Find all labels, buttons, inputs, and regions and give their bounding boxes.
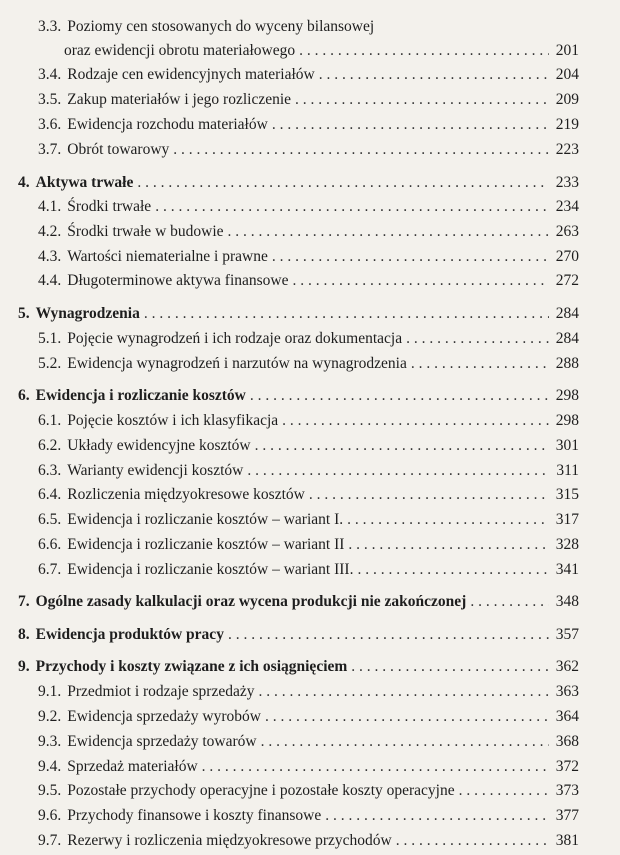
toc-entry-title (38, 560, 353, 580)
dot-leader (272, 115, 549, 135)
toc-page-number: 298 (555, 412, 579, 429)
dot-leader (173, 140, 549, 160)
dot-leader (295, 90, 549, 110)
toc-entry-number: 6.5. (38, 511, 62, 528)
toc-entry-number: 6.2. (38, 437, 62, 454)
dot-leader (255, 436, 549, 456)
toc-entry-text: Układy ewidencyjne kosztów (67, 437, 251, 454)
toc-entry-number: 9.7. (38, 832, 62, 849)
toc-entry-text: Rozliczenia międzyokresowe kosztów (67, 486, 305, 503)
toc-entry-text: Ewidencja produktów pracy (35, 626, 224, 643)
toc-section-entry (38, 781, 579, 801)
toc-entry-text: Zakup materiałów i jego rozliczenie (67, 91, 292, 108)
toc-entry-text: Wartości niematerialne i prawne (67, 248, 268, 265)
toc-entry-title (18, 304, 140, 324)
toc-entry-text: Ogólne zasady kalkulacji oraz wycena produkcji nie zakończonej (35, 593, 467, 610)
dot-leader (155, 197, 549, 217)
toc-entry-text: Ewidencja i rozliczanie kosztów – wariant II (67, 536, 345, 553)
dot-leader (348, 535, 549, 555)
dot-leader (137, 173, 549, 193)
toc-entry-title (38, 222, 224, 242)
toc-entry-title (18, 592, 466, 612)
toc-entry-text: Rodzaje cen ewidencyjnych materiałów (67, 66, 315, 83)
toc-entry-number: 6.1. (38, 412, 62, 429)
toc-chapter-entry (18, 657, 579, 677)
toc-entry-number: 4.2. (38, 223, 62, 240)
toc-section-entry (38, 197, 579, 217)
toc-entry-title (38, 115, 268, 135)
toc-entry-number: 4.1. (38, 198, 62, 215)
toc-entry-title (38, 247, 268, 267)
toc-entry-text: Rezerwy i rozliczenia międzyokresowe przychodów (67, 832, 392, 849)
dot-leader (299, 41, 549, 61)
dot-leader (319, 65, 549, 85)
toc-entry-title (38, 197, 151, 217)
toc-entry-number: 6. (18, 387, 30, 404)
toc-section-entry (38, 329, 579, 349)
toc-entry-text: Ewidencja sprzedaży wyrobów (67, 708, 261, 725)
toc-section-entry (38, 560, 579, 580)
dot-leader (250, 386, 549, 406)
toc-entry-number: 3.5. (38, 91, 62, 108)
toc-entry-title (38, 831, 392, 851)
toc-page-number: 381 (555, 832, 579, 849)
toc-page-number: 284 (555, 305, 579, 322)
dot-leader (265, 707, 549, 727)
toc-entry-title (38, 682, 254, 702)
toc-page-number: 357 (555, 626, 579, 643)
toc-section-entry (38, 436, 579, 456)
toc-page-number: 368 (555, 733, 579, 750)
toc-entry-title (38, 535, 344, 555)
dot-leader (144, 304, 549, 324)
dot-leader (406, 329, 549, 349)
toc-page-number: 363 (555, 683, 579, 700)
toc-section-entry (38, 140, 579, 160)
toc-section-entry (38, 485, 579, 505)
toc-entry-title (18, 657, 347, 677)
toc-page-number: 341 (555, 561, 579, 578)
toc-entry-text: Pojęcie wynagrodzeń i ich rodzaje oraz dokumentacja (67, 330, 403, 347)
toc-page-number: 373 (555, 782, 579, 799)
toc-entry-text: Poziomy cen stosowanych do wyceny bilansowej (67, 18, 375, 35)
dot-leader (247, 461, 549, 481)
toc-entry-text: Środki trwałe w budowie (67, 223, 224, 240)
toc-entry-text: Aktywa trwałe (35, 174, 134, 191)
toc-page-number: 348 (555, 593, 579, 610)
toc-entry-text: Ewidencja i rozliczanie kosztów (35, 387, 246, 404)
toc-page-number: 263 (555, 223, 579, 240)
toc-entry-text: Obrót towarowy (67, 141, 170, 158)
dot-leader (228, 625, 549, 645)
toc-entry-title (38, 354, 407, 374)
toc-entry-title (18, 625, 224, 645)
toc-chapter-entry (18, 173, 579, 193)
toc-entry-number: 5.2. (38, 355, 62, 372)
toc-entry-text: Środki trwałe (67, 198, 152, 215)
toc-entry-title (38, 65, 315, 85)
toc-section-entry (38, 354, 579, 374)
toc-section-entry (38, 535, 579, 555)
toc-chapter-entry (18, 625, 579, 645)
toc-entry-number: 6.7. (38, 561, 62, 578)
toc-entry-number: 4. (18, 174, 30, 191)
toc-entry-text: Wynagrodzenia (35, 305, 140, 322)
toc-entry-number: 9.3. (38, 733, 62, 750)
toc-entry-number: 5.1. (38, 330, 62, 347)
toc-entry-title (38, 707, 261, 727)
toc-page-number: 284 (555, 330, 579, 347)
toc-entry-title (38, 510, 343, 530)
toc-page-number: 209 (555, 91, 579, 108)
dot-leader (272, 247, 549, 267)
toc-entry-title (38, 140, 169, 160)
toc-entry-text: Pozostałe przychody operacyjne i pozostałe koszty operacyjne (67, 782, 455, 799)
dot-leader (347, 510, 549, 530)
toc-entry-number: 3.4. (38, 66, 62, 83)
dot-leader (459, 781, 549, 801)
toc-entry-text: Ewidencja rozchodu materiałów (67, 116, 268, 133)
toc-page-number: 372 (555, 758, 579, 775)
toc-entry-text: Przychody finansowe i koszty finansowe (67, 807, 322, 824)
toc-page-number: 364 (555, 708, 579, 725)
toc-entry-number: 9.2. (38, 708, 62, 725)
toc-page-number: 233 (555, 174, 579, 191)
toc-entry-text: Przychody i koszty związane z ich osiągnięciem (35, 658, 348, 675)
toc-entry-title (18, 173, 133, 193)
toc-entry-number: 9.5. (38, 782, 62, 799)
toc-page-number: 201 (555, 42, 579, 59)
toc-entry-number: 9.4. (38, 758, 62, 775)
toc-section-entry (38, 222, 579, 242)
toc-section-entry (38, 411, 579, 431)
toc-section-entry (38, 90, 579, 110)
dot-leader (293, 271, 550, 291)
toc-section-entry (38, 732, 579, 752)
toc-section-entry (38, 115, 579, 135)
toc-entry-text: Przedmiot i rodzaje sprzedaży (67, 683, 255, 700)
dot-leader (470, 592, 549, 612)
toc-entry-number: 9.1. (38, 683, 62, 700)
dot-leader (309, 485, 549, 505)
dot-leader (325, 806, 549, 826)
toc-entry-title (38, 485, 305, 505)
toc-page-number: 270 (555, 248, 579, 265)
toc-page-number: 317 (555, 511, 579, 528)
toc-page-number: 315 (555, 486, 579, 503)
toc-entry-number: 9. (18, 658, 30, 675)
toc-page-number: 234 (555, 198, 579, 215)
dot-leader (228, 222, 549, 242)
toc-entry-number: 4.4. (38, 272, 62, 289)
toc-page-number: 311 (556, 462, 579, 479)
toc-entry-number: 3.7. (38, 141, 62, 158)
toc-entry-title (38, 781, 455, 801)
toc-page-number: 328 (555, 536, 579, 553)
toc-entry-number: 6.3. (38, 462, 62, 479)
toc-entry-title (38, 329, 402, 349)
dot-leader (282, 411, 549, 431)
toc-entry-text: Ewidencja i rozliczanie kosztów – wariant I. (67, 511, 344, 528)
toc-entry-number: 8. (18, 626, 30, 643)
toc-section-entry (38, 682, 579, 702)
dot-leader (411, 354, 549, 374)
toc-entry-text: oraz ewidencji obrotu materiałowego (64, 42, 296, 59)
dot-leader (202, 757, 549, 777)
toc-entry-text: Sprzedaż materiałów (67, 758, 198, 775)
toc-section-entry (38, 806, 579, 826)
toc-page-number: 272 (555, 272, 579, 289)
toc-entry-number: 6.6. (38, 536, 62, 553)
toc-entry-title (38, 17, 374, 37)
toc-section-entry (38, 831, 579, 851)
toc-entry-title (38, 271, 289, 291)
toc-entry-text: Długoterminowe aktywa finansowe (67, 272, 289, 289)
toc-chapter-entry (18, 304, 579, 324)
toc-entry-text: Pojęcie kosztów i ich klasyfikacja (67, 412, 279, 429)
toc-entry-number: 3.6. (38, 116, 62, 133)
toc-entry-text: Ewidencja sprzedaży towarów (67, 733, 257, 750)
toc-entry-number: 5. (18, 305, 30, 322)
toc-section-entry (38, 510, 579, 530)
toc-section-entry (64, 41, 579, 61)
toc-section-entry (38, 271, 579, 291)
toc-entry-title (38, 732, 257, 752)
toc-page-number: 298 (555, 387, 579, 404)
dot-leader (261, 732, 549, 752)
toc-entry-title (38, 806, 321, 826)
toc-entry-title (38, 436, 251, 456)
toc-page-number: 377 (555, 807, 579, 824)
toc-chapter-entry (18, 592, 579, 612)
dot-leader (258, 682, 549, 702)
toc-section-entry (38, 65, 579, 85)
dot-leader (357, 560, 549, 580)
toc-page-number: 219 (555, 116, 579, 133)
toc-entry-title (64, 41, 295, 61)
dot-leader (396, 831, 549, 851)
toc-entry-text: Ewidencja wynagrodzeń i narzutów na wynagrodzenia (67, 355, 407, 372)
toc-section-entry (38, 247, 579, 267)
toc-entry-number: 4.3. (38, 248, 62, 265)
toc-entry-number: 7. (18, 593, 30, 610)
toc-page-number: 362 (555, 658, 579, 675)
toc-entry-number: 6.4. (38, 486, 62, 503)
toc-section-entry (38, 707, 579, 727)
toc-page-number: 288 (555, 355, 579, 372)
toc-chapter-entry (18, 386, 579, 406)
dot-leader (351, 657, 549, 677)
toc-entry-title (38, 90, 291, 110)
toc-entry-text: Ewidencja i rozliczanie kosztów – wariant III. (67, 561, 354, 578)
toc-entry-number: 9.6. (38, 807, 62, 824)
toc-page-number: 204 (555, 66, 579, 83)
toc-entry-text: Warianty ewidencji kosztów (67, 462, 244, 479)
toc-entry-title (18, 386, 246, 406)
toc-section-entry (38, 757, 579, 777)
toc-entry-title (38, 461, 243, 481)
toc-section-entry (38, 17, 579, 37)
toc-entry-number: 3.3. (38, 18, 62, 35)
toc-page-number: 223 (555, 141, 579, 158)
toc-entry-title (38, 757, 198, 777)
toc-section-entry (38, 461, 579, 481)
toc-entry-title (38, 411, 278, 431)
toc-page-number: 301 (555, 437, 579, 454)
